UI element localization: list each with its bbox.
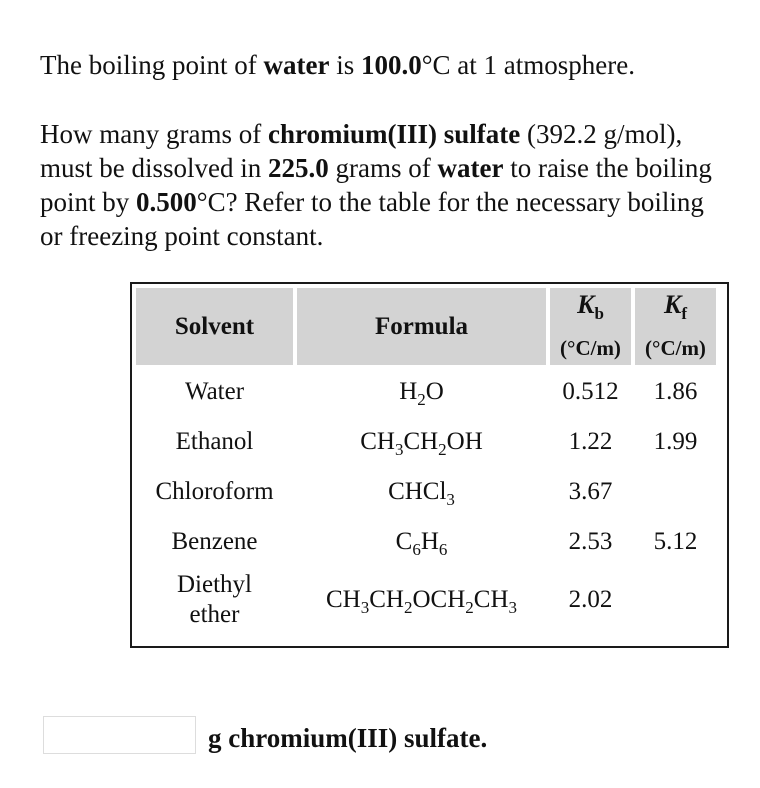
answer-unit-label: g chromium(III) sulfate. [208,723,488,753]
solvent-line: ether [189,601,240,629]
statement-boiling-point: 100.0 [360,50,422,80]
formula-part: CH [403,428,439,456]
kf-unit: (°C/m) [645,336,706,361]
cell-kf [635,469,716,515]
header-solvent: Solvent [136,288,293,365]
table-row [136,419,716,465]
cell-kf: 1.86 [653,378,698,406]
cell-solvent: Chloroform [155,478,274,506]
kb-subscript: b [594,304,604,324]
table-row [136,519,716,565]
formula-subscript: 6 [412,540,421,560]
question-solvent: water [437,153,504,183]
formula-part: H [399,378,418,406]
question-text: grams of [328,153,438,183]
statement-text: °C at 1 atmosphere. [421,50,635,80]
cell-kb: 1.22 [568,428,613,456]
cell-solvent: Water [184,378,245,406]
cell-formula [297,369,546,415]
cell-solvent: Benzene [171,528,258,556]
formula-subscript: 2 [465,598,474,618]
cell-kb: 3.67 [568,478,613,506]
constants-table-frame [130,282,729,648]
table-row [136,469,716,515]
formula-part: CH [473,586,509,614]
cell-kb: 2.53 [568,528,613,556]
statement-text: The boiling point of [40,50,264,80]
statement-solvent: water [263,50,330,80]
cell-formula [297,569,546,631]
statement-text: is [329,50,361,80]
formula-part: O [425,378,444,406]
table-row [136,369,716,415]
cell-formula [297,519,546,565]
header-kb [550,288,631,365]
solvent-line: Diethyl [177,571,252,599]
question-text: to raise the boiling point by [40,153,712,217]
formula-part: CHCl [388,478,447,506]
cell-kb: 2.02 [568,586,613,614]
cell-kf: 5.12 [653,528,698,556]
question-text: °C? Refer to the table for the necessary boiling or freezing point constant. [40,187,704,251]
formula-part: C [395,528,413,556]
kf-letter: K [663,290,682,319]
formula-part: CH [369,586,404,614]
formula-subscript: 2 [417,390,426,410]
formula-subscript: 3 [360,598,370,618]
formula-part: OH [446,428,483,456]
formula-subscript: 3 [446,490,455,510]
question-solute: chromium(III) sulfate [267,119,521,149]
cell-kf: 1.99 [653,428,698,456]
problem-statement [40,48,730,82]
cell-formula [297,419,546,465]
cell-kf [635,569,716,631]
formula-part: CH [326,586,361,614]
cell-solvent [136,569,293,631]
cell-kb: 0.512 [562,378,619,406]
formula-subscript: 2 [438,440,447,460]
table-row [136,569,716,631]
formula-subscript: 2 [403,598,413,618]
kf-symbol [635,288,716,331]
question-text: (392.2 g/mol), must be dissolved in [40,119,683,183]
answer-input[interactable] [43,716,196,754]
formula-part: CH [360,428,395,456]
question-temp-change: 0.500 [136,187,197,217]
cell-formula [297,469,546,515]
table-header-row [136,288,716,365]
question-text: How many grams of [40,119,268,149]
formula-subscript: 3 [508,598,517,618]
kb-symbol [550,288,631,331]
kb-unit: (°C/m) [560,336,621,361]
formula-part: OCH [412,586,466,614]
kf-subscript: f [681,304,687,324]
question-solvent-mass: 225.0 [268,153,329,183]
formula-subscript: 6 [438,540,448,560]
header-formula: Formula [297,288,546,365]
constants-table [132,284,720,635]
formula-part: H [420,528,439,556]
header-kf [635,288,716,365]
formula-subscript: 3 [394,440,404,460]
cell-solvent: Ethanol [175,428,254,456]
problem-question [40,117,720,253]
kb-letter: K [577,290,595,319]
